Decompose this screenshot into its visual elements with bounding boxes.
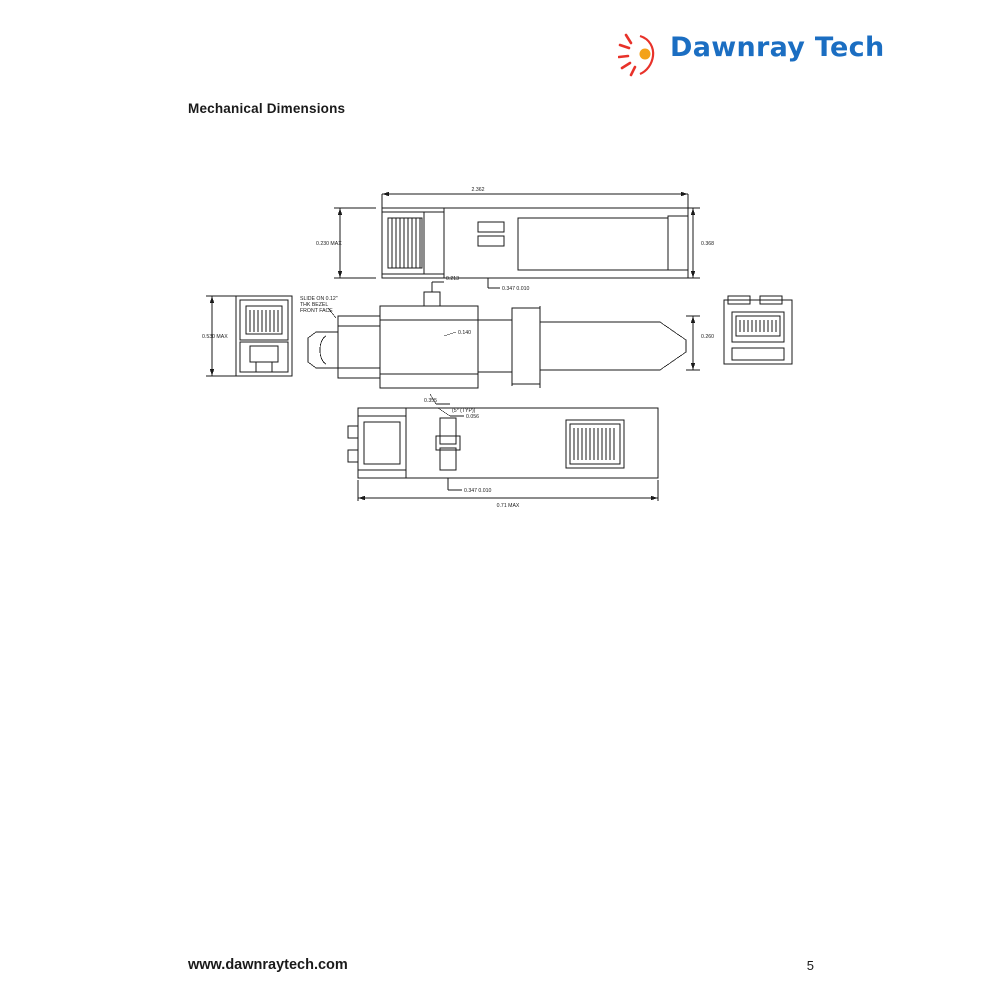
dim-side-213: 0.213 [446,276,459,282]
page-title: Mechanical Dimensions [188,101,346,116]
note-bezel-1: SLIDE ON 0.12" [300,296,338,302]
dim-side-355: 0.355 [424,398,437,404]
dim-top-347: 0.347 0.010 [502,286,530,292]
brand-logo [618,22,885,84]
dim-bottom-347: 0.347 0.010 [464,488,492,494]
dim-side-140: 0.140 [458,330,471,336]
dim-width-top: 0.368 [701,241,714,247]
dim-side-typ: (5° (TYP)) [452,408,476,414]
note-bezel-3: FRONT FACE [300,308,333,314]
brand-name: Dawnray Tech [670,32,885,63]
page-number: 5 [806,958,814,973]
mechanical-drawing-svg [188,160,812,510]
dim-height-max: 0.230 MAX [316,241,342,247]
note-bezel-2: THK BEZEL [300,302,329,308]
dim-overall-length: 2.362 [471,187,485,193]
dim-side-056: 0.056 [466,414,479,420]
dim-bottom-overall: 0.71 MAX [496,503,520,509]
sun-rays-icon [618,30,670,78]
mechanical-drawing [188,160,812,510]
footer-url[interactable]: www.dawnraytech.com [188,957,348,973]
dim-rj45-height: 0.530 MAX [202,334,228,340]
dim-side-width: 0.260 [701,334,714,340]
